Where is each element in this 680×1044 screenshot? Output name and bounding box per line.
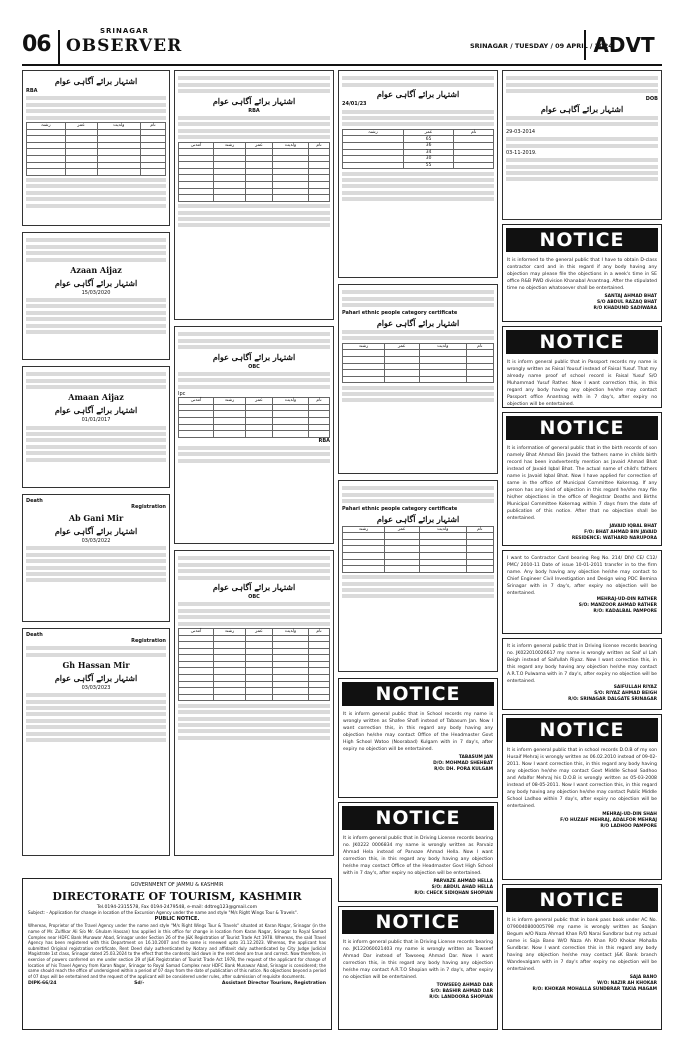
signature-mark: Sd/- (134, 981, 145, 987)
notice-javaid (502, 412, 662, 546)
ad-heading: اشتہار برائے آگاہی عوام (376, 317, 460, 328)
notice-signature: R/O: CHECK SIDIQHAN SHOPIAN (414, 891, 493, 896)
notice-body: It is informed to the general public that I have to obtain D-class contractor card and in this regard if any body having any objection may please file the objections in a week's time in SE office R&B PWD division Khanabal Anantnag. After the stipulated time no objection whatsoever shall be entertained. (507, 258, 657, 291)
notice-saja-bano (502, 884, 662, 1030)
age-cell: 65 (403, 136, 454, 143)
dipk-number: DIPK-66/24 (28, 981, 57, 987)
family-table: نام ولدیت عمر رشتہ (26, 122, 166, 176)
notice-signature: SAIFULLAH RIYAZ (613, 685, 657, 690)
urdu-text-lines (26, 646, 166, 656)
rba-tag: RBA (318, 437, 330, 444)
pahari-category: Pahari ethnic people category certificate (342, 505, 458, 512)
urdu-text-lines (178, 446, 330, 463)
date-value: 03-11-2019. (506, 149, 537, 156)
urdu-ad-col1-b (22, 232, 170, 360)
notice-signature: R/O: KADALBAL PAMPORE (593, 609, 657, 614)
notice-signature: W/O: NAZIR AH KHOKAR (597, 981, 657, 986)
ad-heading: اشتہار برائے آگاہی عوام (54, 672, 138, 683)
brand-city: SRINAGAR (100, 27, 149, 35)
page-number: 06 (22, 32, 51, 57)
notice-body: It is inform general public that in bank pass book under AC No. 0790040800005798 my name is wrongly written as Saajan Begum w/O Naza Ahmad Khan R/O Narai Sundbrar but my actual name is Saja Bano W/O Naza Ah Khan R/O Khokar Mohalla Sundbrar. Now I want correction this in this regard any body having any objection he/she may contact J&K Bank branch Wandevalgam with in 7 day's after expiry no objection will be entertained. (507, 918, 657, 972)
notice-tabasum (338, 678, 498, 798)
masthead-divider (58, 30, 60, 64)
notice-faisal (502, 326, 662, 408)
urdu-text-lines (342, 76, 494, 86)
registration-tag: Registration (131, 504, 166, 510)
tourism-public-notice (22, 878, 332, 1030)
family-table: نام ولدیت عمر رشتہ آمدنی (178, 397, 330, 438)
notice-body: It is inform general public that in Driving license records bearing no. JK022010026617 my name is wrongly written as Saif ul Lah Beigh instead of Saifullah Riyaz. Now I want correction this, in this regard any body having any objection he/she may contact A.R.T.O Pulwama with in 7 day's, after expiry no objection will be entertained. (507, 644, 657, 684)
ad-heading: اشتہار برائے آگاہی عوام (54, 277, 138, 288)
urdu-text-lines (342, 290, 494, 307)
rba-tag: RBA (26, 88, 38, 94)
urdu-text-lines (26, 96, 166, 119)
age-cell: 36 (403, 142, 454, 149)
urdu-ad-col1-d (22, 494, 170, 622)
age-cell: 34 (403, 149, 454, 156)
urdu-text-lines (26, 546, 166, 582)
urdu-text-lines (26, 238, 166, 261)
notice-signature: S/O ABDUL RAZAQ BHAT (596, 300, 657, 305)
registration-tag: Registration (131, 638, 166, 644)
notice-towseeq (338, 906, 498, 1030)
family-table: نام ولدیت عمر رشتہ آمدنی (178, 142, 330, 202)
urdu-ad-col1-e (22, 628, 170, 856)
notice-signature: PARVAZE AHMAD HELLA (433, 879, 493, 884)
notice-signature: F/O HUZAIF MEHRAJ, ADALFOR MEHRAJ (560, 818, 657, 823)
date-value: 29-03-2014 (506, 128, 536, 135)
urdu-text-lines (342, 172, 494, 202)
date-value: 24/01/23 (342, 101, 367, 108)
urdu-text-lines (342, 486, 494, 503)
notice-body: It is inform general public that in Passport records my name is wrongly written as Faisal Yousuf instead of Faisal Yusuf. That my already name proof of school record is Faisal Yusuf S/O Muhammad Yusuf Rather. Now I want correction this, in this regard any body having any objection he/she may contact Passport office Anantnag with in 7 day's, after expiry no objection will be entertained. (507, 360, 657, 407)
death-tag: Death (26, 632, 43, 638)
notice-body: It is inform general public that in School records my name is wrongly written as Shafee Shafi instead of Tabasum Jan. Now I want correction this, in this regard any body having any objection he/she may contact Office of the Headmaster Govt High School Watoo (Noorabad) Kulgam with in 7 day's, after expiry no objection will be entertained. (343, 712, 493, 752)
urdu-ad-col1-a (22, 70, 170, 226)
notice-santaj (502, 224, 662, 322)
notice-title: NOTICE (506, 718, 658, 742)
obc-tag: OBC (248, 363, 260, 370)
government-line: GOVERNMENT OF JAMMU & KASHMIR (130, 882, 224, 888)
urdu-text-lines (178, 602, 330, 625)
ad-heading: اشتہار برائے آگاہی عوام (212, 95, 296, 106)
notice-signature: RESIDENCE: WATHARD NARUPORA (571, 536, 657, 541)
family-table: نام ولدیت عمر رشتہ (342, 526, 494, 573)
notice-body: It is inform general public that in Driving License records bearing no. JK0222 0006834 my name is wrongly written as Parvaiz Ahmad Hela instead of Parvaze Ahmad Hella. Now I want correction this, in this regard any body having any objection he/she may contact Office of the Headmaster Govt High School with in 7 day's, after expiry no objection will be entertained. (343, 836, 493, 876)
urdu-text-lines (178, 704, 330, 740)
age-cell: 30 (403, 156, 454, 163)
notice-signature: SAJA BANO (629, 975, 657, 980)
notice-body: I want to Contractor Card bearing Reg No. 214/ DIV/ CE/ C12/ PMC/ 2010-11 Date of issue 10-01-2011 transfer in to the firm name. Any body having any objection he/she may contact to Chief Engineer Civil Investigation and Design wing PDC Bemina Srinagar with in 7 day's, after expiry no objection will be entertained. (507, 556, 657, 596)
urdu-ad-col3-c (338, 480, 498, 672)
urdu-text-lines (178, 204, 330, 227)
urdu-text-lines (506, 76, 658, 93)
notice-signature: MEHRAJ-UD-DIN SHAH (602, 812, 657, 817)
urdu-text-lines (342, 386, 494, 403)
urdu-text-lines (178, 332, 330, 349)
urdu-ad-col3-b (338, 284, 498, 474)
notice-body: It is information of general public that in the birth records of son namely Bhat Ahmad Bin Javaid the fathers name in childs birth record has been inadvertently mention as Javaid Ahmad Bhat instead of Javaid Iqbal Bhat. The actual name of child's fathers name is Javaid Iqbal Bhat. Now I have applied for correction of same in the office of Municipal Committee Kokernag. If any person has any kind of objection in this regard he/she may file his/her objections in the office of Registrar Deaths and Births Municipal Committee Kokernag within 7 days from the date of publication of this notice. After that no objection shall be entertained. (507, 446, 657, 521)
notice-signature: R/O KHADUND SADIWARA (593, 306, 657, 311)
rba-tag: RBA (248, 107, 260, 114)
ad-heading: اشتہار برائے آگاہی عوام (54, 526, 138, 536)
pahari-category: Pahari ethnic people category certificate (342, 309, 458, 316)
notice-mehraj-shah (502, 714, 662, 880)
dateline: SRINAGAR / TUESDAY / 09 APRIL / 2024 (470, 42, 613, 50)
urdu-text-lines (506, 137, 658, 147)
directorate-title: DIRECTORATE OF TOURISM, KASHMIR (52, 890, 302, 903)
notice-signature: SANTAJ AHMAD BHAT (604, 294, 657, 299)
age-cell: 55 (403, 162, 454, 169)
family-table: نام عمر رشتہ 65 36 34 30 55 (342, 129, 494, 170)
notice-body: It is inform general public that in school records D.O.B of my son Husaif Mehraj is wrongly written as 06.02.2010 instead of 09-02-2011. Now I want correction this, in this regard any body having any objection he/she may contact Govt Middle School Sadhoo and Adalfor Mehraj his D.O.B is wrongly written as 05-03-2008 instead of 08-05-2011. Now I want correction this, in this regard any body having any objection he/she may contact Public Middle School Ladhoo within 7 day's, after expiry no objection will be entertained. (507, 748, 657, 809)
notice-signature: S/O: MANZOOR AHMAD RATHER (578, 603, 657, 608)
notice-signature: D/O: MOHMAD SHEHBAT (433, 761, 493, 766)
ad-heading: اشتہار برائے آگاہی عوام (540, 103, 624, 114)
urdu-ad-col2-a (174, 70, 334, 320)
notice-title: NOTICE (506, 330, 658, 354)
urdu-ad-col3-a (338, 70, 498, 278)
ad-heading: اشتہار برائے آگاہی عوام (376, 89, 460, 100)
ad-heading: اشتہار برائے آگاہی عوام (54, 405, 138, 416)
obc-tag: OBC (248, 593, 260, 600)
notice-signature: MEHRAJ-UD-DIN RATHER (596, 597, 657, 602)
notice-signature: R/O: KHOKAR MOHALLA SUNDBRAR TAKIA MAGAM (532, 987, 657, 992)
masthead-rule (22, 64, 662, 66)
urdu-text-lines (342, 330, 494, 340)
notice-signature: R/O: DH. PORA KULGAM (434, 767, 493, 772)
urdu-text-lines (178, 372, 330, 389)
notice-title: NOTICE (506, 888, 658, 912)
notice-signature: S/O: RIYAZ AHMAD BEIGH (594, 691, 657, 696)
notice-signature: R/O: SRINAGAR DALGATE SRINAGAR (568, 697, 657, 702)
notice-signature: R/O: LANDOORA SHOPIAN (429, 995, 493, 1000)
brand-logo: OBSERVER (66, 36, 183, 56)
notice-mehraj-rather (502, 550, 662, 634)
urdu-text-lines (506, 158, 658, 181)
date-value: 03/03/2022 (81, 538, 111, 544)
person-name: Ab Gani Mir (68, 513, 124, 523)
urdu-text-lines (506, 116, 658, 126)
family-table: نام ولدیت عمر رشتہ (342, 343, 494, 384)
urdu-text-lines (26, 298, 166, 334)
person-name: Azaan Aijaz (70, 264, 122, 275)
section-label: ADVT (584, 30, 662, 60)
urdu-text-lines (178, 116, 330, 139)
urdu-text-lines (342, 575, 494, 598)
person-name: Amaan Aijaz (68, 392, 124, 403)
date-value: 15/03/2020 (81, 289, 111, 296)
notice-signature: S/O: ABDUL AHAD HELLA (431, 885, 493, 890)
notice-footer (28, 981, 326, 986)
person-name: Gh Hassan Mir (62, 659, 130, 670)
ipc-tag: Ipc (178, 391, 186, 398)
notice-signature: R/O LADHOO PAMPORE (600, 824, 657, 829)
urdu-text-lines (26, 426, 166, 462)
notice-title: NOTICE (342, 806, 494, 830)
urdu-text-lines (26, 178, 166, 208)
notice-title: NOTICE (342, 910, 494, 934)
notice-saifullah (502, 638, 662, 710)
signatory: Assistant Director Tourism, Registration (221, 981, 326, 987)
notice-signature: F/O: BHAT AHMAD BIN JAVAID (584, 530, 657, 535)
notice-signature: S/O: BASHIR AHMAD DAR (430, 989, 493, 994)
urdu-text-lines (26, 372, 166, 389)
notice-title: NOTICE (506, 416, 658, 440)
urdu-ad-col2-c (174, 550, 334, 856)
notice-signature: TOWSEEQ AHMAD DAR (436, 983, 493, 988)
ad-heading: اشتہار برائے آگاہی عوام (376, 513, 460, 524)
notice-signature: JAVAID IQBAL BHAT (609, 524, 657, 529)
notice-signature: TABASUM JAN (458, 755, 493, 760)
urdu-text-lines (178, 556, 330, 579)
public-notice-label: PUBLIC NOTICE. (154, 916, 200, 923)
dob-tag: DOB (645, 95, 658, 102)
notice-subject: Subject: - Application for change in location of the Excursion Agency under the name and style "M/s Right Wings Tour & Travels". (28, 910, 298, 915)
contact-line: Tel.0194-2315578, Fax 0194-2479548, e-mail: ddtreg123@gmail.com (96, 905, 258, 910)
urdu-text-lines (342, 110, 494, 127)
urdu-text-lines (178, 76, 330, 93)
urdu-ad-col4-a (502, 70, 662, 220)
notice-parvaze (338, 802, 498, 902)
date-value: 01/01/2017 (81, 417, 111, 424)
notice-title: NOTICE (506, 228, 658, 252)
urdu-ad-col1-c (22, 366, 170, 488)
family-table: نام ولدیت عمر رشتہ آمدنی (178, 628, 330, 702)
notice-body: Whereas, Proprietor of the Travel Agency under the name and style "M/s Right Wings Tour & Travels" situated at Karan Nagar, Srinagar (in the name of Mr. Zulfikar Ali S/o Mr. Ghulam Hassan) has applied in this office for change in location from Karan Nagar, Srinagar to Royal Samad Complex near HDFC Bank Munawar Abad, Srinagar under Section 26 of the J&K Registration of Tourist Trade Act 1978. Whereas, the said Travel Agency has been registered with this Department on 16.10.2007 and the same is renewed upto 31.12.2023. Whereas, the applicant has submitted Original registration certificate, Rent Deed duly authenticated by Notary and affidavit duly authenticated by City Judge Judicial Magistrate 1st class, Srinagar dated 25.03.2024 to the effect that the contents laid down in the rent deed are true and correct. Now therefore, in exercise of powers conferred on me under section 29 of J&K Registration of Tourist Trade Act 1978, the request of the applicant for change of location of his Travel Agency from Karan Nagar, Srinagar to Royal Samad Complex near HDFC Bank Munawar Abad, Srinagar is considered; the same should reach the office of undersigned within a period of 07 days from the date of publication of this notice. No objections beyond a period of 07 days will be entertained and the request of the applicant will be considered under rules, after submission of requisite documents. (28, 923, 326, 979)
date-value: 03/03/2023 (81, 684, 111, 691)
ad-heading: اشتہار برائے آگاہی عوام (212, 581, 296, 592)
notice-title: NOTICE (342, 682, 494, 706)
ad-heading: اشتہار برائے آگاہی عوام (54, 76, 138, 86)
death-tag: Death (26, 498, 43, 504)
notice-body: It is inform general public that in Driving License records bearing no. JK122060021403 my name is wrongly written as Towseef Ahmad Dar instead of Towseeq Ahmad Dar. Now I want correction this, in this regard any body having any objection he/she may contact A.R.T.O Shopian with in 7 day's, after expiry no objection will be entertained. (343, 940, 493, 980)
ad-heading: اشتہار برائے آگاہی عوام (212, 351, 296, 362)
urdu-text-lines (26, 693, 166, 742)
urdu-ad-col2-b (174, 326, 334, 544)
